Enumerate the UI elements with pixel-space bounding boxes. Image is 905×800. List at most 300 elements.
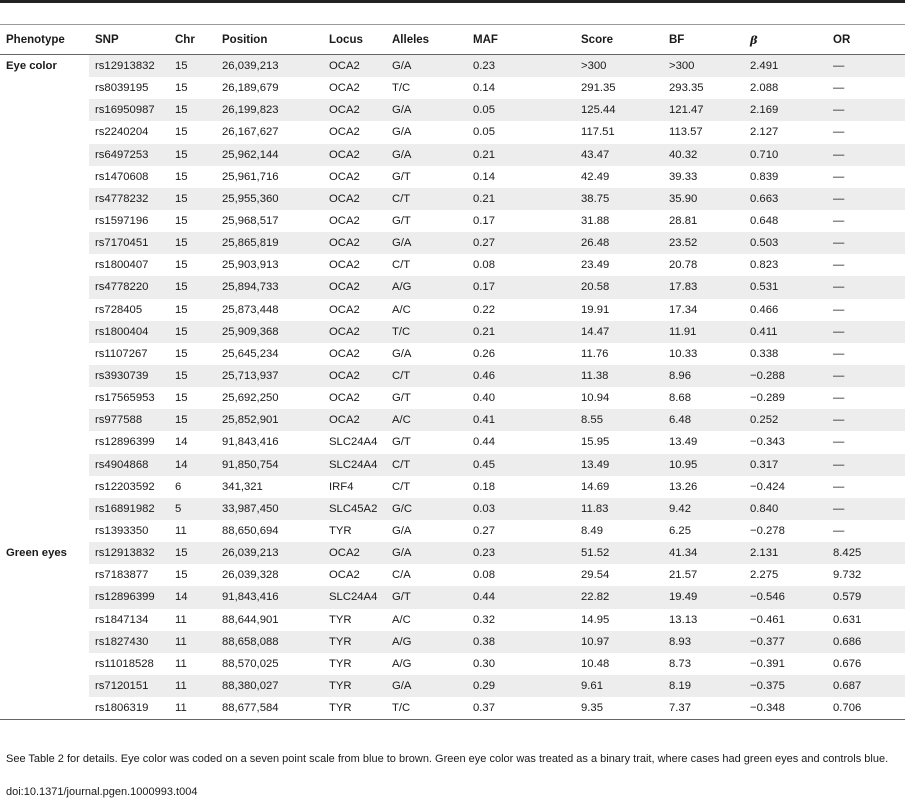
cell-maf: 0.03 [467, 498, 575, 520]
cell-maf: 0.27 [467, 232, 575, 254]
table-row [0, 387, 905, 409]
cell-alleles: G/C [386, 498, 467, 520]
cell-locus: TYR [329, 657, 352, 670]
cell-or: — [827, 498, 905, 520]
cell-bf: 7.37 [663, 697, 744, 720]
cell-chr: 11 [175, 613, 187, 626]
cell-phenotype [0, 166, 89, 188]
cell-maf: 0.23 [467, 55, 575, 78]
cell-bf: 8.93 [663, 631, 744, 653]
cell-locus: OCA2 [323, 188, 386, 210]
cell-locus: OCA2 [323, 99, 386, 121]
cell-score: 22.82 [575, 586, 663, 608]
cell-locus: OCA2 [323, 276, 386, 298]
cell-position: 88,650,694 [222, 525, 279, 538]
cell-score: 8.55 [575, 409, 663, 431]
results-table [0, 25, 905, 720]
cell-locus: TYR [329, 525, 352, 538]
cell-snp: rs1847134 [95, 613, 149, 626]
cell-beta: −0.377 [744, 631, 827, 653]
cell-or: 0.676 [833, 657, 862, 670]
col-header-locus: Locus [323, 25, 386, 55]
cell-position: 26,039,213 [216, 55, 323, 78]
cell-maf: 0.18 [473, 480, 495, 493]
cell-beta: 0.840 [744, 498, 827, 520]
cell-locus: SLC24A4 [323, 586, 386, 608]
cell-alleles: C/T [386, 365, 467, 387]
cell-snp: rs1800407 [95, 259, 149, 272]
cell-snp: rs977588 [89, 409, 169, 431]
cell-bf: 17.34 [669, 303, 698, 316]
table-row [0, 609, 905, 631]
table-row [0, 210, 905, 232]
cell-phenotype [0, 121, 89, 143]
cell-locus: OCA2 [329, 303, 360, 316]
cell-locus: OCA2 [329, 170, 360, 183]
cell-bf: 40.32 [663, 144, 744, 166]
header-row [0, 25, 905, 55]
cell-maf: 0.30 [473, 657, 495, 670]
cell-chr: 15 [175, 170, 188, 183]
cell-maf: 0.45 [467, 454, 575, 476]
cell-maf: 0.17 [473, 215, 495, 228]
cell-score: 29.54 [581, 569, 610, 582]
table-row [0, 254, 905, 276]
cell-beta: −0.391 [750, 657, 785, 670]
cell-locus: SLC45A2 [323, 498, 386, 520]
cell-beta: 0.823 [750, 259, 779, 272]
cell-or: 0.706 [827, 697, 905, 720]
cell-chr: 15 [169, 409, 216, 431]
col-header-score: Score [575, 25, 663, 55]
cell-snp: rs16891982 [89, 498, 169, 520]
cell-bf: 41.34 [663, 542, 744, 564]
cell-chr: 15 [169, 144, 216, 166]
cell-phenotype: Green eyes [0, 542, 89, 564]
cell-maf: 0.41 [467, 409, 575, 431]
cell-chr: 15 [175, 569, 188, 582]
col-header-snp: SNP [89, 25, 169, 55]
cell-locus: IRF4 [329, 480, 354, 493]
cell-position: 26,039,328 [222, 569, 279, 582]
cell-alleles: G/A [386, 542, 467, 564]
cell-position: 91,843,416 [216, 586, 323, 608]
cell-chr: 5 [169, 498, 216, 520]
table-row [0, 542, 905, 564]
cell-beta: 0.338 [750, 347, 779, 360]
cell-alleles: G/A [386, 55, 467, 78]
cell-position: 25,955,360 [216, 188, 323, 210]
cell-phenotype [0, 697, 89, 720]
cell-phenotype [0, 387, 89, 409]
table-row [0, 653, 905, 675]
cell-locus: OCA2 [323, 144, 386, 166]
cell-phenotype [0, 365, 89, 387]
table-row [0, 697, 905, 720]
cell-locus: OCA2 [323, 232, 386, 254]
cell-position: 88,570,025 [222, 657, 279, 670]
cell-or: — [833, 215, 845, 228]
cell-bf: 121.47 [663, 99, 744, 121]
cell-maf: 0.40 [473, 392, 495, 405]
cell-snp: rs1107267 [95, 347, 148, 360]
cell-position: 26,167,627 [222, 126, 279, 139]
cell-score: 23.49 [581, 259, 610, 272]
table-row [0, 365, 905, 387]
cell-snp: rs12913832 [89, 542, 169, 564]
cell-phenotype [0, 631, 89, 653]
cell-score: 117.51 [581, 126, 615, 139]
cell-alleles: A/C [392, 303, 411, 316]
table-row [0, 321, 905, 343]
cell-or: — [833, 303, 845, 316]
cell-snp: rs2240204 [95, 126, 149, 139]
col-header-chr: Chr [169, 25, 216, 55]
cell-phenotype [0, 254, 89, 276]
cell-position: 26,199,823 [216, 99, 323, 121]
cell-beta: −0.343 [750, 436, 785, 449]
cell-chr: 11 [169, 631, 216, 653]
table-row [0, 586, 905, 608]
col-header-beta: β [744, 25, 827, 55]
cell-maf: 0.23 [467, 542, 575, 564]
cell-phenotype [0, 609, 89, 631]
cell-locus: OCA2 [323, 365, 386, 387]
cell-beta: −0.288 [744, 365, 827, 387]
cell-bf: 35.90 [663, 188, 744, 210]
cell-score: 10.48 [581, 657, 610, 670]
cell-score: 11.76 [581, 347, 609, 360]
cell-beta: 0.710 [744, 144, 827, 166]
cell-maf: 0.21 [467, 321, 575, 343]
cell-or: — [827, 99, 905, 121]
table-row [0, 476, 905, 498]
cell-chr: 15 [169, 99, 216, 121]
cell-chr: 15 [175, 259, 188, 272]
cell-maf: 0.37 [467, 697, 575, 720]
cell-score: 125.44 [575, 99, 663, 121]
cell-position: 25,713,937 [216, 365, 323, 387]
cell-position: 88,380,027 [216, 675, 323, 697]
cell-score: 15.95 [581, 436, 610, 449]
cell-locus: SLC24A4 [329, 436, 378, 449]
cell-maf: 0.32 [473, 613, 495, 626]
cell-or: — [833, 170, 845, 183]
cell-score: 291.35 [581, 82, 616, 95]
cell-or: — [827, 409, 905, 431]
cell-phenotype [0, 276, 89, 298]
cell-snp: rs4904868 [89, 454, 169, 476]
cell-chr: 14 [175, 436, 188, 449]
cell-bf: 21.57 [669, 569, 698, 582]
cell-phenotype [0, 144, 89, 166]
cell-chr: 15 [175, 303, 188, 316]
cell-score: 10.94 [581, 392, 610, 405]
cell-bf: 13.13 [669, 613, 698, 626]
cell-phenotype [0, 409, 89, 431]
cell-bf: 293.35 [669, 82, 704, 95]
table-body [0, 55, 905, 720]
cell-phenotype [0, 299, 89, 321]
table-row [0, 498, 905, 520]
cell-snp: rs7170451 [89, 232, 169, 254]
cell-phenotype [0, 520, 89, 542]
cell-or: — [827, 321, 905, 343]
cell-locus: OCA2 [329, 392, 360, 405]
cell-phenotype [0, 188, 89, 210]
cell-or: — [833, 259, 845, 272]
cell-alleles: G/T [386, 586, 467, 608]
cell-score: 26.48 [575, 232, 663, 254]
cell-bf: 11.91 [663, 321, 744, 343]
cell-phenotype [0, 564, 89, 586]
cell-beta: 0.648 [750, 215, 779, 228]
cell-or: — [833, 480, 845, 493]
cell-beta: 2.088 [750, 82, 779, 95]
cell-beta: 2.127 [750, 126, 779, 139]
cell-alleles: T/C [386, 321, 467, 343]
cell-or: — [833, 126, 845, 139]
cell-maf: 0.26 [473, 347, 495, 360]
table-header [0, 25, 905, 55]
cell-snp: rs1597196 [95, 215, 149, 228]
cell-score: 14.95 [581, 613, 610, 626]
cell-chr: 15 [175, 392, 188, 405]
cell-snp: rs1470608 [95, 170, 149, 183]
cell-or: — [827, 454, 905, 476]
cell-maf: 0.44 [467, 586, 575, 608]
cell-snp: rs728405 [95, 303, 143, 316]
cell-maf: 0.21 [467, 144, 575, 166]
cell-phenotype [0, 454, 89, 476]
cell-bf: 13.49 [669, 436, 698, 449]
cell-chr: 15 [169, 365, 216, 387]
cell-phenotype [0, 675, 89, 697]
col-header-position: Position [216, 25, 323, 55]
cell-score: 19.91 [581, 303, 610, 316]
cell-beta: −0.289 [750, 392, 785, 405]
table-row [0, 520, 905, 542]
table-row [0, 121, 905, 143]
cell-chr: 15 [175, 126, 188, 139]
cell-beta: 2.275 [750, 569, 779, 582]
cell-bf: 10.95 [663, 454, 744, 476]
cell-position: 25,894,733 [216, 276, 323, 298]
table-row [0, 166, 905, 188]
cell-position: 88,644,901 [222, 613, 279, 626]
cell-beta: 0.663 [744, 188, 827, 210]
cell-position: 25,865,819 [216, 232, 323, 254]
cell-phenotype [0, 653, 89, 675]
cell-locus: OCA2 [323, 542, 386, 564]
cell-bf: 113.57 [669, 126, 703, 139]
cell-snp: rs16950987 [89, 99, 169, 121]
cell-bf: 8.19 [663, 675, 744, 697]
cell-position: 25,873,448 [222, 303, 279, 316]
cell-chr: 14 [169, 454, 216, 476]
cell-beta: 0.839 [750, 170, 779, 183]
table-row [0, 409, 905, 431]
cell-alleles: C/T [392, 480, 411, 493]
cell-maf: 0.46 [467, 365, 575, 387]
cell-or: — [827, 188, 905, 210]
cell-or: — [833, 392, 845, 405]
cell-locus: SLC24A4 [323, 454, 386, 476]
table-row [0, 431, 905, 453]
cell-bf: 19.49 [663, 586, 744, 608]
cell-phenotype [0, 99, 89, 121]
cell-snp: rs6497253 [89, 144, 169, 166]
table-row [0, 276, 905, 298]
cell-score: 10.97 [575, 631, 663, 653]
cell-snp: rs7183877 [95, 569, 149, 582]
cell-locus: TYR [329, 613, 352, 626]
cell-maf: 0.05 [467, 99, 575, 121]
table-row [0, 55, 905, 78]
cell-bf: 20.78 [669, 259, 698, 272]
cell-locus: OCA2 [329, 259, 360, 272]
cell-phenotype [0, 77, 89, 99]
cell-position: 25,968,517 [222, 215, 279, 228]
cell-locus: OCA2 [329, 347, 360, 360]
cell-score: 9.61 [575, 675, 663, 697]
cell-snp: rs1827430 [89, 631, 169, 653]
cell-beta: 0.317 [744, 454, 827, 476]
cell-bf: 39.33 [669, 170, 698, 183]
cell-beta: 2.491 [744, 55, 827, 78]
col-header-maf: MAF [467, 25, 575, 55]
cell-alleles: G/A [392, 347, 412, 360]
cell-phenotype [0, 498, 89, 520]
cell-alleles: G/A [386, 99, 467, 121]
cell-chr: 11 [175, 525, 187, 538]
cell-position: 91,850,754 [216, 454, 323, 476]
cell-phenotype [0, 431, 89, 453]
cell-score: 8.49 [581, 525, 603, 538]
cell-bf: 6.48 [663, 409, 744, 431]
cell-score: 9.35 [575, 697, 663, 720]
cell-snp: rs4778220 [89, 276, 169, 298]
cell-position: 25,909,368 [216, 321, 323, 343]
cell-chr: 15 [169, 55, 216, 78]
cell-locus: OCA2 [323, 321, 386, 343]
cell-snp: rs12913832 [89, 55, 169, 78]
cell-chr: 15 [169, 188, 216, 210]
cell-locus: OCA2 [329, 126, 360, 139]
cell-beta: 2.169 [744, 99, 827, 121]
cell-bf: 6.25 [669, 525, 691, 538]
cell-bf: 8.68 [669, 392, 691, 405]
table-row [0, 454, 905, 476]
cell-snp: rs12896399 [95, 436, 155, 449]
cell-or: 8.425 [827, 542, 905, 564]
cell-or: 0.687 [827, 675, 905, 697]
cell-beta: 0.252 [744, 409, 827, 431]
cell-position: 25,692,250 [222, 392, 279, 405]
table-row [0, 675, 905, 697]
cell-phenotype [0, 343, 89, 365]
cell-or: 9.732 [833, 569, 862, 582]
cell-chr: 15 [175, 347, 188, 360]
cell-position: 91,843,416 [222, 436, 279, 449]
cell-snp: rs1393350 [95, 525, 149, 538]
cell-phenotype [0, 476, 89, 498]
cell-beta: 0.503 [744, 232, 827, 254]
cell-locus: TYR [323, 631, 386, 653]
cell-or: — [827, 144, 905, 166]
table-row [0, 232, 905, 254]
cell-snp: rs4778232 [89, 188, 169, 210]
cell-or: — [833, 436, 845, 449]
cell-beta: −0.278 [750, 525, 785, 538]
cell-position: 25,961,716 [222, 170, 279, 183]
cell-position: 341,321 [222, 480, 263, 493]
cell-alleles: A/G [386, 276, 467, 298]
cell-locus: OCA2 [329, 82, 360, 95]
cell-chr: 15 [169, 542, 216, 564]
table-row [0, 77, 905, 99]
cell-score: 31.88 [581, 215, 610, 228]
table-row [0, 188, 905, 210]
cell-beta: −0.375 [744, 675, 827, 697]
cell-beta: 0.531 [744, 276, 827, 298]
cell-maf: 0.08 [473, 259, 495, 272]
cell-snp: rs1806319 [89, 697, 169, 720]
cell-score: 13.49 [575, 454, 663, 476]
cell-maf: 0.14 [473, 82, 495, 95]
cell-score: 42.49 [581, 170, 610, 183]
cell-chr: 15 [169, 321, 216, 343]
cell-position: 88,658,088 [216, 631, 323, 653]
cell-or: — [827, 232, 905, 254]
cell-locus: OCA2 [329, 569, 360, 582]
cell-bf: >300 [663, 55, 744, 78]
cell-alleles: G/T [392, 170, 411, 183]
cell-alleles: A/G [386, 631, 467, 653]
cell-or: 0.686 [827, 631, 905, 653]
cell-locus: TYR [323, 675, 386, 697]
cell-chr: 15 [169, 232, 216, 254]
cell-position: 25,852,901 [216, 409, 323, 431]
cell-score: 14.47 [575, 321, 663, 343]
cell-snp: rs12203592 [95, 480, 155, 493]
cell-locus: TYR [323, 697, 386, 720]
cell-locus: OCA2 [329, 215, 360, 228]
table-row [0, 99, 905, 121]
cell-snp: rs12896399 [89, 586, 169, 608]
cell-position: 25,903,913 [222, 259, 279, 272]
cell-beta: −0.461 [750, 613, 785, 626]
cell-chr: 11 [169, 675, 216, 697]
cell-chr: 14 [169, 586, 216, 608]
cell-locus: OCA2 [323, 409, 386, 431]
cell-score: 43.47 [575, 144, 663, 166]
cell-alleles: T/C [392, 82, 411, 95]
cell-alleles: A/G [392, 657, 412, 670]
cell-or: 0.579 [827, 586, 905, 608]
table-row [0, 564, 905, 586]
cell-or: — [833, 82, 845, 95]
cell-maf: 0.21 [467, 188, 575, 210]
cell-chr: 15 [169, 276, 216, 298]
cell-beta: −0.546 [744, 586, 827, 608]
cell-or: — [827, 276, 905, 298]
cell-position: 25,645,234 [222, 347, 279, 360]
cell-alleles: G/T [392, 215, 411, 228]
col-header-or: OR [827, 25, 905, 55]
cell-maf: 0.38 [467, 631, 575, 653]
cell-bf: 8.96 [663, 365, 744, 387]
